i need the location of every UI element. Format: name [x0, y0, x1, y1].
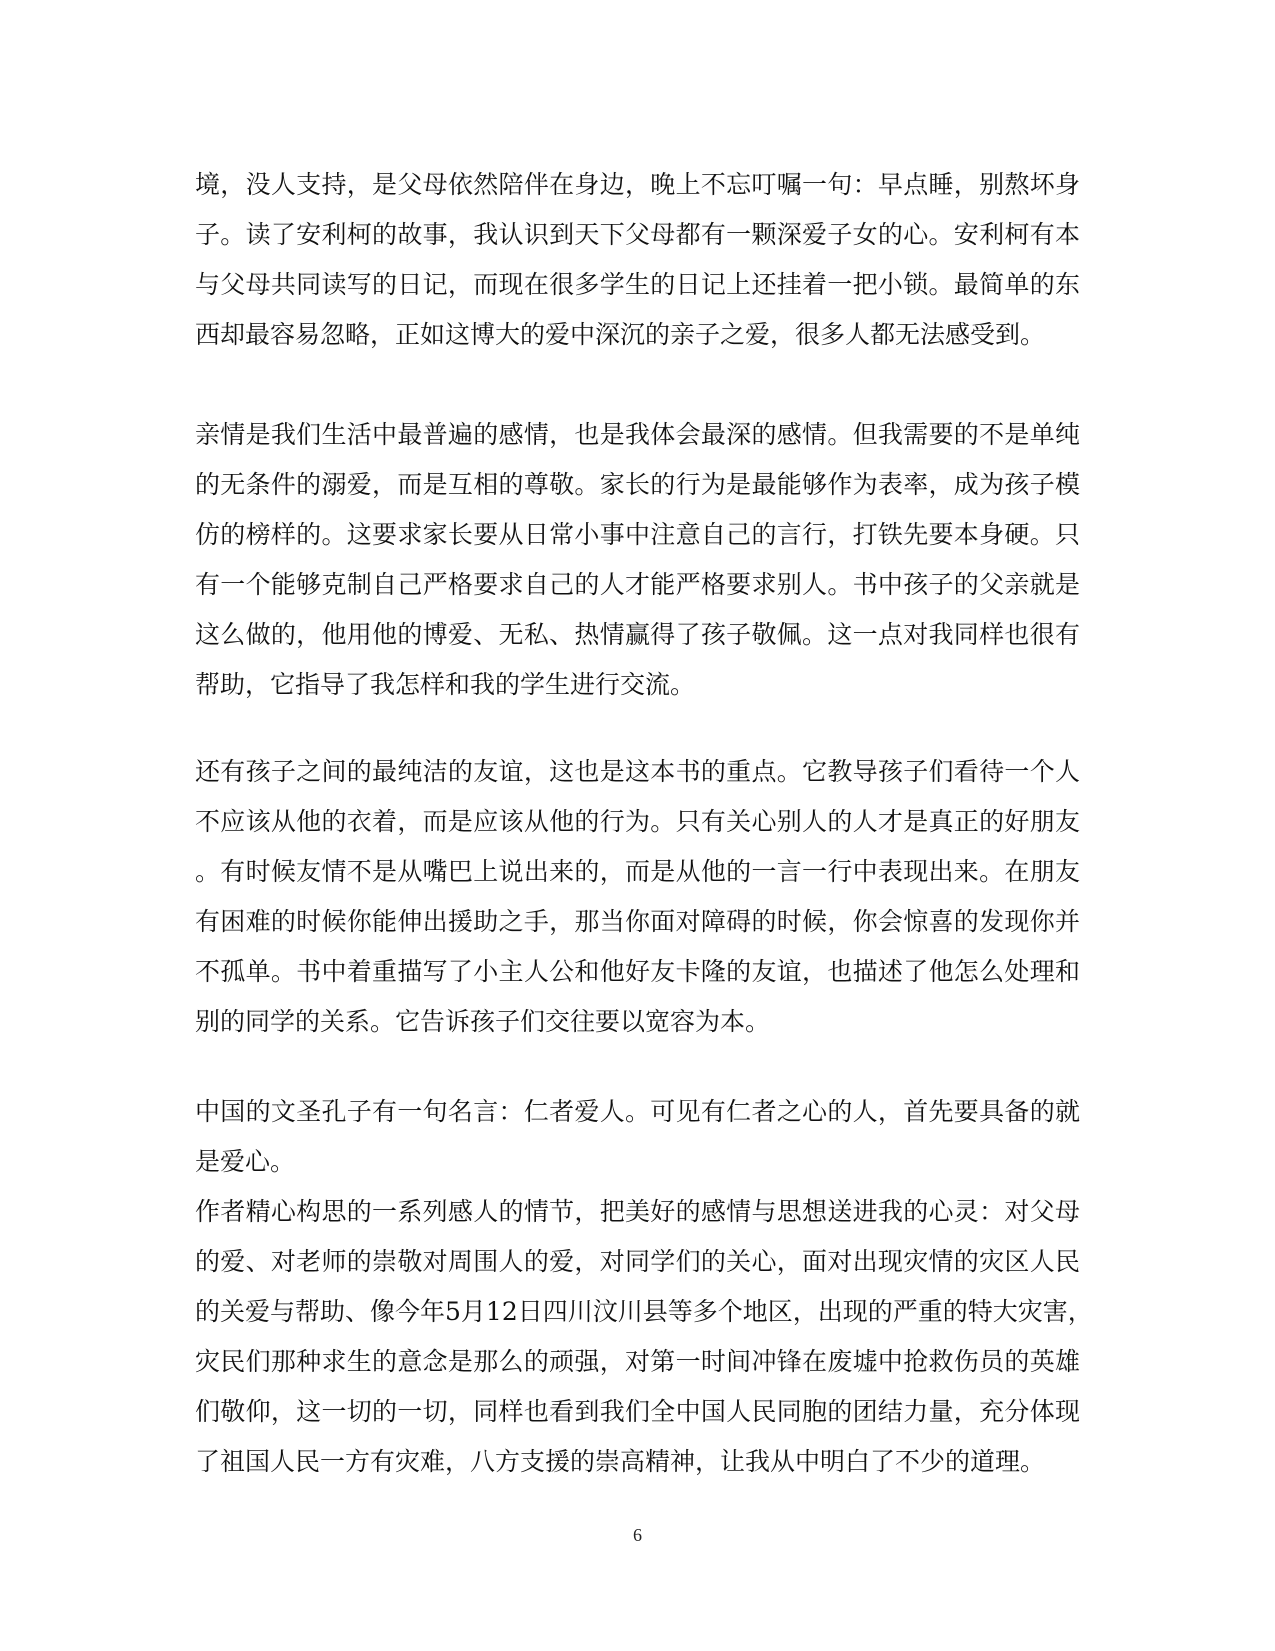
paragraph-5 [195, 1187, 1093, 1487]
paragraph-1 [195, 160, 1080, 360]
text-line: 不孤单。书中着重描写了小主人公和他好友卡隆的友谊，也描述了他怎么处理和 [195, 957, 1080, 986]
text-line: 不应该从他的衣着，而是应该从他的行为。只有关心别人的人才是真正的好朋友 [195, 807, 1080, 836]
text-line: 亲情是我们生活中最普遍的感情，也是我体会最深的感情。但我需要的不是单纯 [195, 420, 1080, 449]
text-line: 了祖国人民一方有灾难，八方支援的崇高精神，让我从中明白了不少的道理。 [195, 1447, 1046, 1476]
text-line: 的爱、对老师的崇敬对周围人的爱，对同学们的关心，面对出现灾情的灾区人民 [195, 1247, 1080, 1276]
text-line: 别的同学的关系。它告诉孩子们交往要以宽容为本。 [195, 1007, 771, 1036]
paragraph-3 [195, 747, 1080, 1047]
paragraph-2 [195, 410, 1080, 710]
text-line: 中国的文圣孔子有一句名言：仁者爱人。可见有仁者之心的人，首先要具备的就 [195, 1097, 1080, 1126]
paragraph-4 [195, 1087, 1080, 1187]
text-line: 灾民们那种求生的意念是那么的顽强，对第一时间冲锋在废墟中抢救伤员的英雄 [195, 1347, 1080, 1376]
text-line: 还有孩子之间的最纯洁的友谊，这也是这本书的重点。它教导孩子们看待一个人 [195, 757, 1080, 786]
text-line: 作者精心构思的一系列感人的情节，把美好的感情与思想送进我的心灵：对父母 [195, 1197, 1080, 1226]
page-number: 6 [633, 1525, 642, 1545]
text-line: 西却最容易忽略，正如这博大的爱中深沉的亲子之爱，很多人都无法感受到。 [195, 320, 1046, 349]
text-line: 们敬仰，这一切的一切，同样也看到我们全中国人民同胞的团结力量，充分体现 [195, 1397, 1080, 1426]
text-line: 与父母共同读写的日记，而现在很多学生的日记上还挂着一把小锁。最简单的东 [195, 270, 1080, 299]
text-line: 有困难的时候你能伸出援助之手，那当你面对障碍的时候，你会惊喜的发现你并 [195, 907, 1080, 936]
text-line: 的关爱与帮助、像今年5月12日四川汶川县等多个地区，出现的严重的特大灾害， [195, 1297, 1093, 1326]
text-line: 子。读了安利柯的故事，我认识到天下父母都有一颗深爱子女的心。安利柯有本 [195, 220, 1080, 249]
text-line: 的无条件的溺爱，而是互相的尊敬。家长的行为是最能够作为表率，成为孩子模 [195, 470, 1080, 499]
text-line: 仿的榜样的。这要求家长要从日常小事中注意自己的言行，打铁先要本身硬。只 [195, 520, 1080, 549]
text-line: 。有时候友情不是从嘴巴上说出来的，而是从他的一言一行中表现出来。在朋友 [195, 857, 1080, 886]
text-line: 是爱心。 [195, 1147, 296, 1176]
text-line: 有一个能够克制自己严格要求自己的人才能严格要求别人。书中孩子的父亲就是 [195, 570, 1080, 599]
text-line: 这么做的，他用他的博爱、无私、热情赢得了孩子敬佩。这一点对我同样也很有 [195, 620, 1080, 649]
text-line: 帮助，它指导了我怎样和我的学生进行交流。 [195, 670, 696, 699]
text-line: 境，没人支持，是父母依然陪伴在身边，晚上不忘叮嘱一句：早点睡，别熬坏身 [195, 170, 1080, 199]
